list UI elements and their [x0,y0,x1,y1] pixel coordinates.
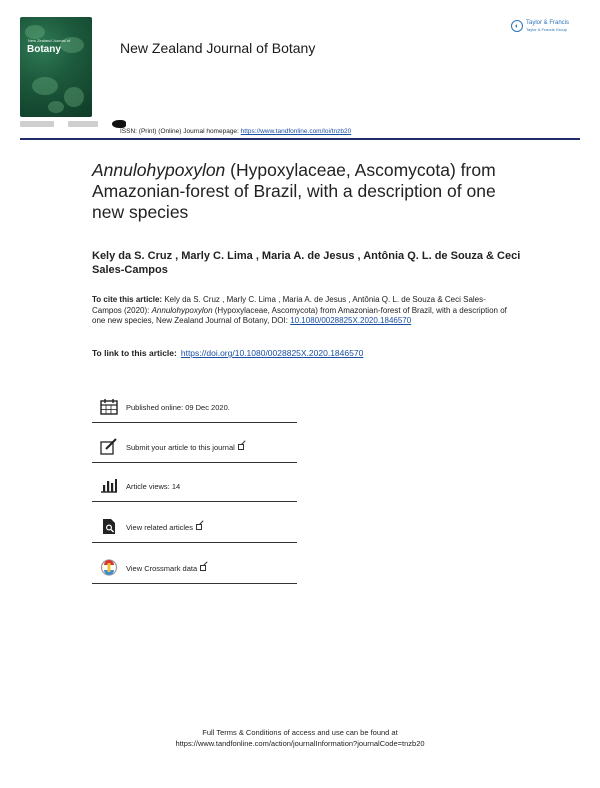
citation-label: To cite this article: [92,295,163,304]
edit-icon [100,438,122,456]
publisher-logo-subtext: Taylor & Francis Group [526,27,567,32]
citation-italic: Annulohypoxylon [151,305,213,315]
related-articles-link[interactable]: View related articles [126,522,193,532]
published-online-text: Published online: 09 Dec 2020. [126,402,230,412]
document-search-icon [100,518,122,536]
external-link-icon [238,444,244,450]
publisher-logo-icon: ◐ [511,20,523,32]
cover-journal-label: New Zealand Journal of [28,38,71,43]
external-link-icon [196,524,202,530]
header-divider [20,138,580,140]
footer-line-1: Full Terms & Conditions of access and use can be found at [202,728,398,737]
article-title-rest: (Hypoxylaceae, Ascomycota) from Amazonian-forest of Brazil, with a description of one new species [92,160,496,222]
article-doi-link[interactable]: https://doi.org/10.1080/0028825X.2020.1846570 [180,348,364,358]
article-authors: Kely da S. Cruz , Marly C. Lima , Maria A. de Jesus , Antônia Q. L. de Souza & Ceci Sales-Campos [92,250,521,276]
society-logo-2-icon [68,121,98,127]
publisher-logo[interactable] [511,17,587,35]
crossmark-row[interactable] [92,553,297,584]
cover-title: Botany [27,44,61,55]
partner-logos [20,120,126,128]
article-title [92,160,532,223]
citation-block [92,295,512,327]
journal-cover-image [20,17,92,117]
submit-article-row[interactable] [92,432,297,463]
published-online-row [92,392,297,423]
citation-doi-link[interactable]: 10.1080/0028825X.2020.1846570 [290,316,412,325]
crossmark-link[interactable]: View Crossmark data [126,563,198,573]
calendar-icon [100,398,122,416]
animal-logo-icon [112,120,126,128]
issn-text: ISSN: (Print) (Online) Journal homepage: [120,128,239,135]
article-views-text: Article views: 14 [126,481,181,491]
footer-terms-link[interactable]: https://www.tandfonline.com/action/journalInformation?journalCode=tnzb20 [175,739,425,748]
related-articles-row[interactable] [92,512,297,543]
footer-terms [0,727,600,749]
article-link-line [92,348,363,358]
issn-line [120,128,351,135]
external-link-icon [200,565,206,571]
article-link-label: To link to this article: [92,348,177,358]
article-title-italic: Annulohypoxylon [92,160,226,180]
society-logo-icon [20,121,54,127]
submit-article-link[interactable]: Submit your article to this journal [126,442,235,452]
journal-title[interactable]: New Zealand Journal of Botany [120,40,316,56]
bar-chart-icon [100,477,122,495]
publisher-logo-text: Taylor & Francis [526,20,570,26]
citation-text-after: (Hypoxylaceae, Ascomycota) from Amazonian-forest of Brazil, with a description of one new species, New Zealand Journal of Botany, DOI: [92,305,507,325]
citation-text-before: Kely da S. Cruz , Marly C. Lima , Maria A. de Jesus , Antônia Q. L. de Souza & Ceci Sales-Campos (2020): [92,295,486,315]
article-views-row [92,471,297,502]
crossmark-icon [100,559,122,577]
journal-homepage-link[interactable]: https://www.tandfonline.com/loi/tnzb20 [240,128,352,135]
